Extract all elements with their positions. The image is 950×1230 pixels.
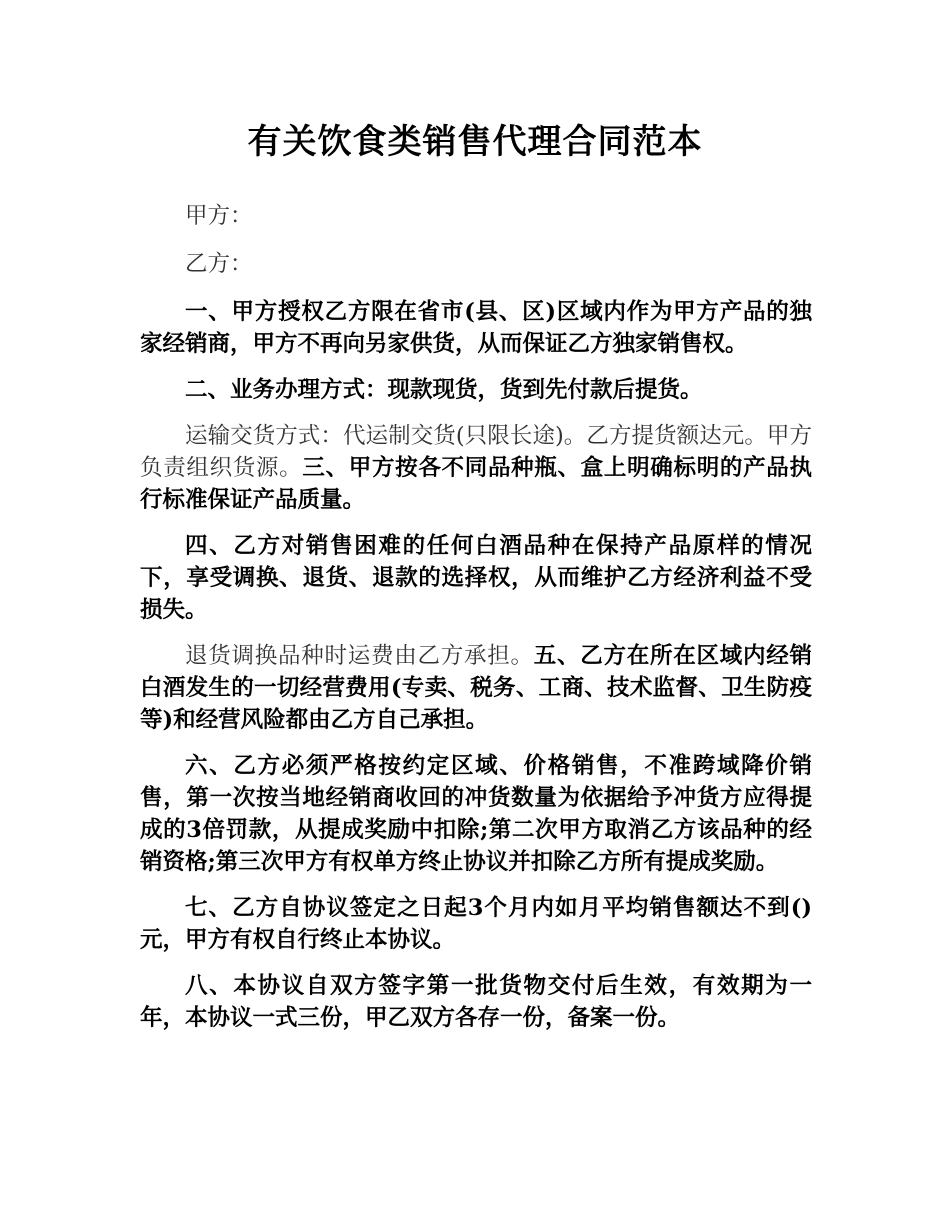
document-title: 有关饮食类销售代理合同范本 bbox=[247, 122, 703, 162]
clause-1: 一、甲方授权乙方限在省市(县、区)区域内作为甲方产品的独家经销商，甲方不再向另家供货，从而保证乙方独家销售权。 bbox=[140, 299, 812, 357]
transport-paragraph bbox=[140, 420, 812, 516]
party-b-label: 乙方： bbox=[185, 251, 253, 277]
party-b-line bbox=[140, 248, 812, 280]
clause-7: 七、乙方自协议签定之日起3个月内如月平均销售额达不到()元，甲方有权自行终止本协议。 bbox=[140, 895, 812, 953]
clause-3: 三、甲方按各不同品种瓶、盒上明确标明的产品执行标准保证产品质量。 bbox=[140, 455, 812, 513]
document-body bbox=[140, 200, 812, 1048]
clause-6: 六、乙方必须严格按约定区域、价格销售，不准跨域降价销售，第一次按当地经销商收回的冲货数量为依据给予冲货方应得提成的3倍罚款，从提成奖励中扣除;第二次甲方取消乙方该品种的经销资格;第三次甲方有权单方终止协议并扣除乙方所有提成奖励。 bbox=[140, 753, 812, 875]
clause-8: 八、本协议自双方签字第一批货物交付后生效，有效期为一年，本协议一式三份，甲乙双方各存一份，备案一份。 bbox=[140, 973, 812, 1031]
return-note: 退货调换品种时运费由乙方承担。 bbox=[185, 643, 534, 669]
party-a-line bbox=[140, 200, 812, 232]
clause-4: 四、乙方对销售困难的任何白酒品种在保持产品原样的情况下，享受调换、退货、退款的选择权，从而维护乙方经济利益不受损失。 bbox=[140, 533, 812, 623]
transport-note: 运输交货方式：代运制交货(只限长途)。乙方提货额达元。甲方负责组织货源。 bbox=[140, 423, 812, 481]
clause-2: 二、业务办理方式：现款现货，货到先付款后提货。 bbox=[185, 377, 703, 403]
party-a-label: 甲方： bbox=[185, 203, 253, 229]
clause-5: 五、乙方在所在区域内经销白酒发生的一切经营费用(专卖、税务、工商、技术监督、卫生防疫等)和经营风险都由乙方自己承担。 bbox=[140, 643, 812, 733]
return-paragraph bbox=[140, 640, 812, 736]
